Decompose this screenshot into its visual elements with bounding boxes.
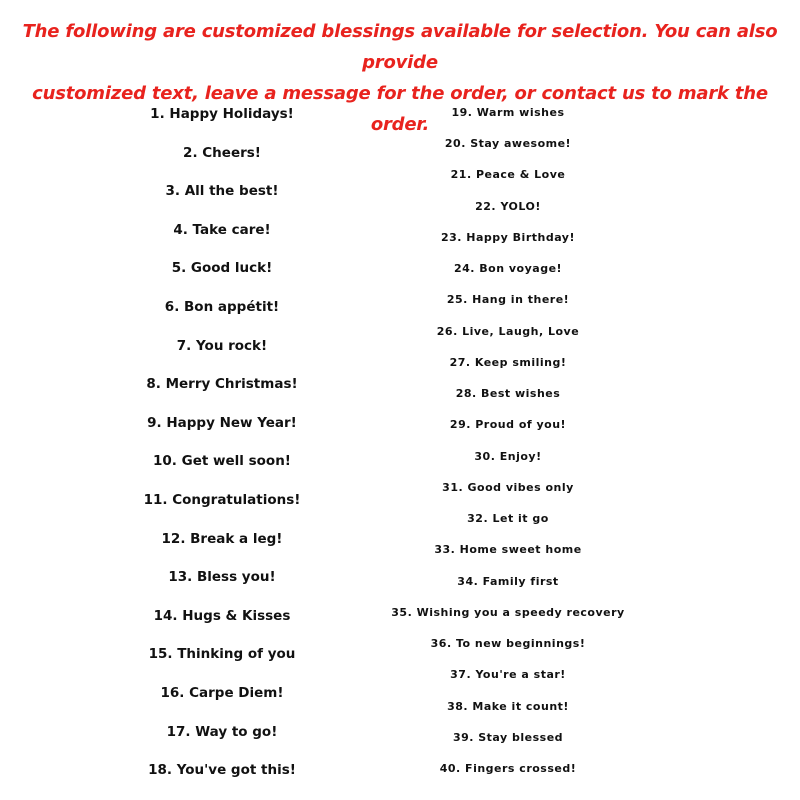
header-line-2: customized text, leave a message for the order, or contact us to mark the order. bbox=[32, 83, 768, 135]
blessing-item: 31. Good vibes only bbox=[442, 480, 574, 494]
blessing-item: 18. You've got this! bbox=[148, 762, 296, 779]
blessing-item: 29. Proud of you! bbox=[449, 418, 567, 432]
blessing-item: 24. Bon voyage! bbox=[453, 262, 563, 276]
blessing-item: 35. Wishing you a speedy recovery bbox=[391, 605, 625, 619]
blessing-item: 5. Good luck! bbox=[171, 260, 273, 277]
blessing-item: 38. Make it count! bbox=[447, 699, 569, 713]
blessing-item: 22. YOLO! bbox=[475, 199, 541, 213]
blessing-item: 34. Family first bbox=[457, 574, 559, 588]
blessing-item: 11. Congratulations! bbox=[143, 492, 301, 508]
blessing-item: 21. Peace & Love bbox=[450, 168, 566, 182]
blessing-item: 40. Fingers crossed! bbox=[439, 762, 577, 776]
header-line-1: The following are customized blessings available for selection. You can also provide bbox=[22, 21, 778, 73]
blessing-item: 23. Happy Birthday! bbox=[440, 230, 575, 244]
blessing-item: 3. All the best! bbox=[165, 183, 279, 200]
blessing-item: 28. Best wishes bbox=[455, 387, 561, 401]
blessing-item: 1. Happy Holidays! bbox=[150, 106, 294, 122]
blessing-item: 10. Get well soon! bbox=[153, 453, 291, 470]
blessing-item: 4. Take care! bbox=[173, 221, 271, 238]
blessing-item: 19. Warm wishes bbox=[451, 106, 565, 119]
header-notice bbox=[0, 16, 800, 140]
blessing-item: 12. Break a leg! bbox=[161, 530, 283, 547]
blessing-item: 8. Merry Christmas! bbox=[146, 376, 298, 393]
blessing-item: 16. Carpe Diem! bbox=[160, 685, 284, 701]
blessing-item: 30. Enjoy! bbox=[474, 449, 542, 463]
blessing-item: 32. Let it go bbox=[467, 512, 549, 526]
blessing-item: 7. You rock! bbox=[176, 337, 268, 354]
blessing-item: 37. You're a star! bbox=[450, 668, 566, 682]
blessing-item: 17. Way to go! bbox=[166, 723, 278, 740]
blessing-item: 14. Hugs & Kisses bbox=[153, 607, 291, 624]
blessing-item: 36. To new beginnings! bbox=[430, 637, 586, 651]
blessing-item: 13. Bless you! bbox=[168, 569, 276, 586]
blessing-item: 33. Home sweet home bbox=[434, 543, 582, 557]
blessing-item: 15. Thinking of you bbox=[148, 646, 296, 663]
blessing-item: 2. Cheers! bbox=[183, 144, 261, 161]
blessing-item: 25. Hang in there! bbox=[446, 293, 570, 307]
blessing-item: 26. Live, Laugh, Love bbox=[436, 324, 580, 338]
blessing-item: 39. Stay blessed bbox=[452, 730, 564, 744]
blessing-item: 6. Bon appétit! bbox=[164, 299, 280, 315]
blessing-item: 27. Keep smiling! bbox=[449, 355, 567, 369]
blessing-item: 9. Happy New Year! bbox=[147, 414, 297, 431]
blessing-item: 20. Stay awesome! bbox=[444, 137, 572, 151]
